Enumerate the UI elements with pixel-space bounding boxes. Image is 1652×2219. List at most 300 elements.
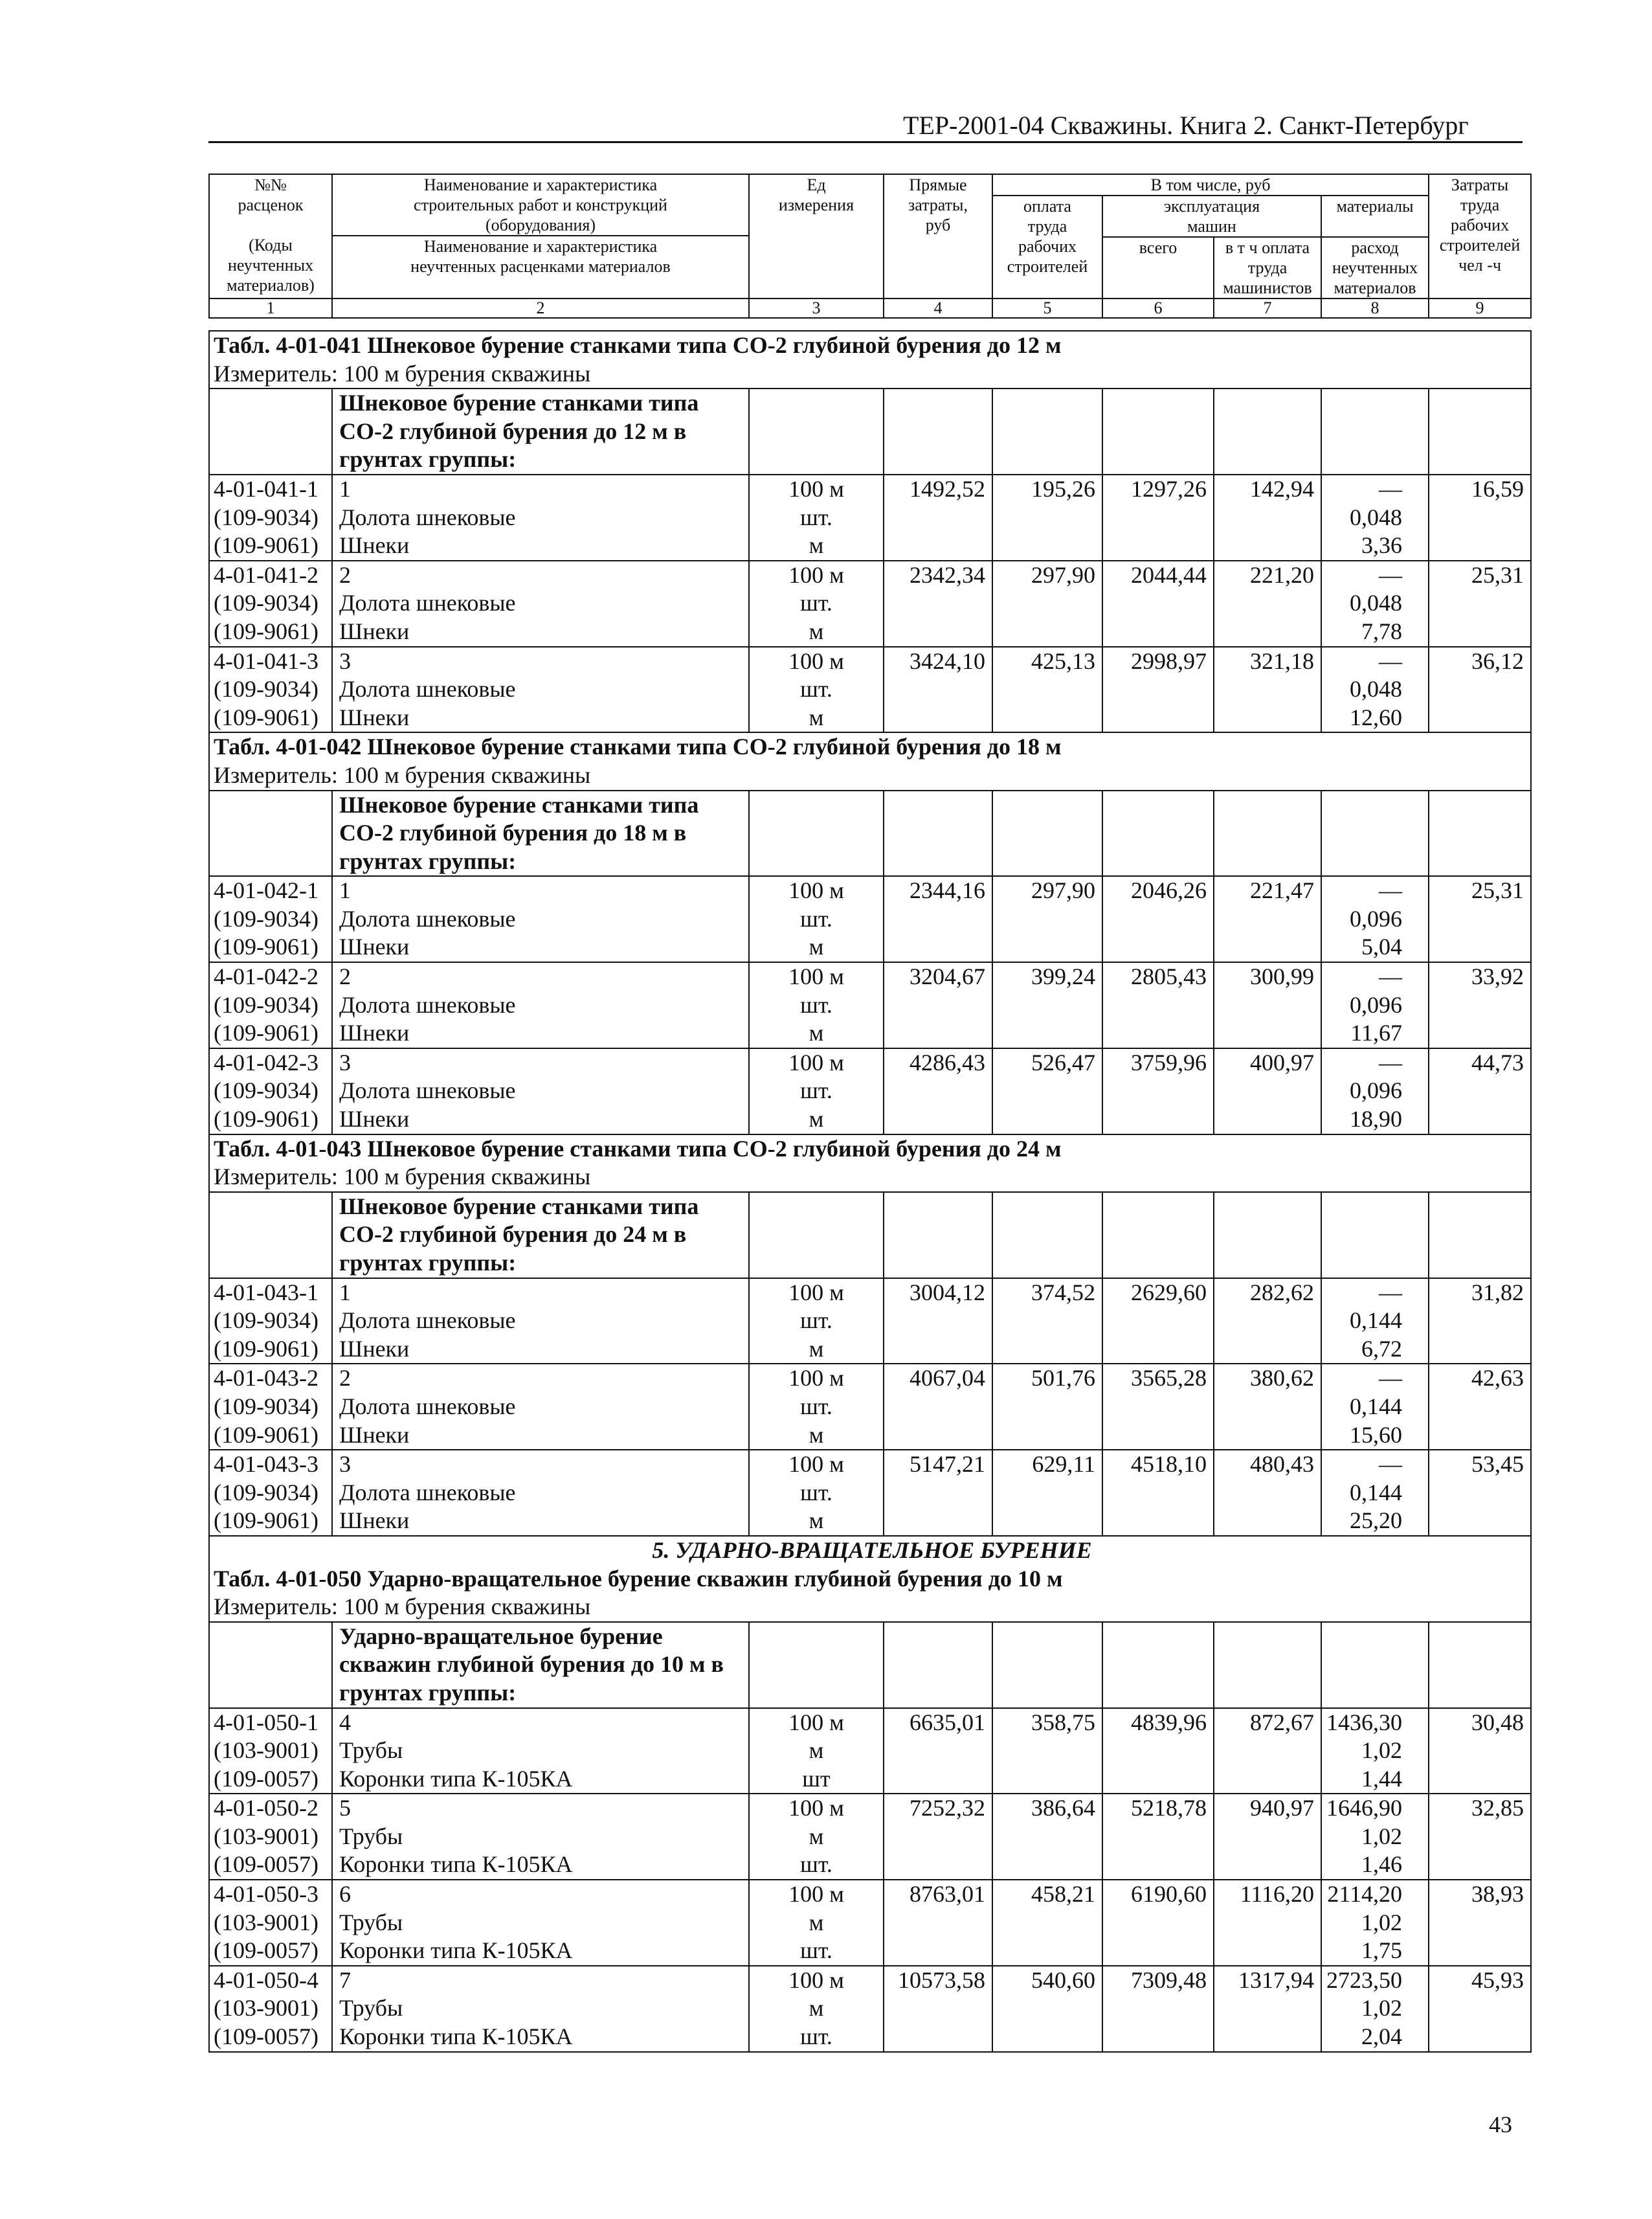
cell-code [209,1364,332,1450]
cell-code-line: (109-9061) [214,704,318,730]
cell-name-line: Трубы [339,1909,403,1935]
intro-cell [884,389,992,475]
cell-direct [884,1364,992,1450]
cell-mat-line: 1436,30 [1326,1709,1402,1735]
table-meter: Измеритель: 100 м бурения скважины [214,1594,591,1620]
cell-mat-line: 0,096 [1350,905,1402,932]
col-9-header [1429,174,1531,298]
cell-code-line: (109-9034) [214,905,318,932]
cell-mat [1321,1708,1429,1794]
cell-name [332,1364,749,1450]
cell-labor-value: 358,75 [1031,1709,1095,1735]
cell-unit-line: 100 м [788,963,844,990]
cell-labor [992,876,1102,962]
page-number: 43 [1489,2112,1512,2137]
cell-direct [884,561,992,647]
cell-direct [884,962,992,1048]
cell-mat-line: 6,72 [1361,1335,1402,1362]
cell-name-line: 7 [339,1966,351,1993]
header-rule [208,141,1523,143]
table-row [209,1880,1531,1966]
cell-unit-line: 100 м [788,1881,844,1908]
cell-unit-line: м [809,1909,824,1935]
col-4-header [884,174,992,298]
cell-hours-value: 53,45 [1471,1451,1524,1478]
cell-labor [992,1278,1102,1364]
cell-name-line: Долота шнековые [339,905,516,932]
cell-name-line: Долота шнековые [339,1393,516,1419]
cell-name-line: Коронки типа К-105КА [339,2023,573,2050]
cell-mach-labor [1214,962,1321,1048]
cell-mach-value: 3565,28 [1131,1365,1207,1391]
table-row [209,647,1531,733]
cell-mach [1102,1794,1214,1880]
cell-labor-value: 501,76 [1031,1365,1095,1391]
col-2-material-name [333,235,748,276]
intro-cell [884,1192,992,1278]
intro-cell [749,1192,884,1278]
cell-name-line: 2 [339,963,351,990]
cell-mat-line: — [1379,648,1402,674]
table-title-text: Табл. 4-01-043 Шнековое бурение станками типа СО-2 глубиной бурения до 24 м [214,1135,1062,1162]
cell-direct [884,876,992,962]
intro-cell [332,389,749,475]
cell-mach [1102,1278,1214,1364]
cell-code [209,1048,332,1134]
cell-mach-value: 1297,26 [1131,475,1207,502]
intro-cell [332,1622,749,1708]
cell-mat-line: 1,02 [1361,1737,1402,1764]
intro-row [209,389,1531,475]
cell-name [332,876,749,962]
cell-mach [1102,962,1214,1048]
intro-text-line: скважин глубиной бурения до 10 м в [339,1651,724,1678]
intro-cell [1429,1622,1531,1708]
cell-mat-line: 15,60 [1350,1421,1402,1448]
table-row [209,1708,1531,1794]
cell-unit-line: шт. [800,2023,832,2050]
cell-code [209,561,332,647]
cell-code-line: (109-9034) [214,504,318,530]
cell-unit-line: шт [802,1765,831,1792]
cell-hours [1429,1450,1531,1536]
intro-text-line: СО-2 глубиной бурения до 18 м в [339,820,687,846]
cell-mat-line: — [1379,1279,1402,1305]
cell-name-line: 2 [339,1365,351,1391]
cell-direct-value: 7252,32 [910,1795,985,1821]
cell-unit [749,647,884,733]
cell-labor-value: 425,13 [1031,648,1095,674]
cell-name [332,1450,749,1536]
cell-mach [1102,1450,1214,1536]
including-header: В том числе, руб [992,174,1429,196]
cell-name-line: Шнеки [339,1421,410,1448]
cell-name-line: 2 [339,561,351,588]
cell-hours-value: 25,31 [1471,561,1524,588]
cell-labor-value: 297,90 [1031,561,1095,588]
table-row [209,475,1531,561]
col-5-header-line: оплата [1023,197,1071,216]
cell-mach-labor-value: 1116,20 [1240,1881,1314,1908]
cell-labor-value: 399,24 [1031,963,1095,990]
intro-cell [1102,1192,1214,1278]
cell-mat-line: 2114,20 [1327,1881,1402,1908]
cell-unit-line: м [809,1995,824,2022]
cell-mat-line: 1,75 [1361,1937,1402,1964]
cell-mach [1102,1364,1214,1450]
cell-unit-line: 100 м [788,1795,844,1821]
cell-direct [884,475,992,561]
cell-name-line: Шнеки [339,1106,410,1132]
table-title [209,732,1531,790]
col-8-header-line: неучтенных [1332,258,1418,277]
cell-mach-value: 3759,96 [1131,1049,1207,1076]
cell-code-line: (109-9061) [214,1335,318,1362]
cell-unit [749,1278,884,1364]
col-num-8: 8 [1321,298,1429,318]
cell-hours-value: 44,73 [1471,1049,1524,1076]
cell-code-line: (109-9034) [214,676,318,703]
cell-name [332,1278,749,1364]
cell-unit-line: шт. [800,1307,832,1334]
cell-code-line: (109-0057) [214,1765,318,1792]
cell-direct-value: 3004,12 [910,1279,985,1305]
cell-unit-line: шт. [800,504,832,530]
intro-cell [992,791,1102,877]
intro-cell [1429,389,1531,475]
cell-code-line: (109-9034) [214,1307,318,1334]
cell-code-line: 4-01-042-1 [214,877,318,904]
cell-name-line: Долота шнековые [339,1307,516,1334]
col-5-header [992,196,1102,298]
cell-unit-line: м [809,532,824,559]
cell-mat-line: 11,67 [1350,1020,1402,1046]
cell-unit-line: 100 м [788,475,844,502]
table-meter: Измеритель: 100 м бурения скважины [214,360,591,387]
col-5-header-line: рабочих [1018,237,1077,256]
col-3-header-line: Ед [807,175,826,194]
intro-cell [1321,1622,1429,1708]
cell-mat-line: — [1379,1451,1402,1478]
cell-mach-labor [1214,1048,1321,1134]
cell-code [209,876,332,962]
cell-labor [992,1450,1102,1536]
intro-text-line: грунтах группы: [339,446,517,473]
intro-cell [884,791,992,877]
cell-unit-line: 100 м [788,648,844,674]
cell-code-line: (109-9061) [214,934,318,960]
cell-mach [1102,1048,1214,1134]
col-9-header-line: труда [1460,196,1500,214]
cell-mach-labor [1214,1364,1321,1450]
cell-mat-line: 1,02 [1361,1823,1402,1849]
cell-mat-line: 18,90 [1350,1106,1402,1132]
cell-labor-value: 195,26 [1031,475,1095,502]
cell-labor [992,1708,1102,1794]
cell-mach-labor-value: 400,97 [1250,1049,1314,1076]
intro-cell [1214,389,1321,475]
cell-name-line: Шнеки [339,532,410,559]
cell-name-line: Шнеки [339,934,410,960]
cell-code-line: 4-01-050-2 [214,1795,318,1821]
intro-text-line: грунтах группы: [339,1250,517,1276]
intro-cell [1321,389,1429,475]
cell-unit-line: м [809,618,824,644]
col-num-3: 3 [749,298,884,318]
col-9-header-line: Затраты [1451,175,1509,194]
col-num-9: 9 [1429,298,1531,318]
cell-code-line: (109-0057) [214,1851,318,1878]
machines-header-line: эксплуатация [1163,197,1260,216]
cell-unit-line: 100 м [788,561,844,588]
cell-unit-line: 100 м [788,1966,844,1993]
cell-unit [749,561,884,647]
cell-mat-line: 0,144 [1350,1479,1402,1505]
cell-name-line: 6 [339,1881,351,1908]
cell-unit-line: м [809,1020,824,1046]
cell-hours [1429,647,1531,733]
cell-unit-line: м [809,1106,824,1132]
col-7-header [1214,237,1321,298]
cell-code-line: 4-01-041-3 [214,648,318,674]
cell-mach-value: 2805,43 [1131,963,1207,990]
cell-mat-line: — [1379,1049,1402,1076]
cell-unit-line: шт. [800,1393,832,1419]
cell-code-line: (109-9034) [214,991,318,1018]
col-2-work-name [333,175,748,235]
cell-direct-value: 3204,67 [910,963,985,990]
cell-mat [1321,1364,1429,1450]
cell-mach-labor-value: 282,62 [1250,1279,1314,1305]
cell-mat-line: 2723,50 [1326,1966,1402,1993]
cell-code-line: (109-9061) [214,1020,318,1046]
intro-cell [749,1622,884,1708]
cell-mach-labor-value: 142,94 [1250,475,1314,502]
cell-mach-labor-value: 480,43 [1250,1451,1314,1478]
cell-unit-line: 100 м [788,1709,844,1735]
col-2-work-name-line: Наименование и характеристика [423,175,658,194]
cell-mach-value: 7309,48 [1131,1966,1207,1993]
cell-hours-value: 25,31 [1471,877,1524,904]
cell-mach-labor [1214,1880,1321,1966]
col-num-7: 7 [1214,298,1321,318]
col-3-header-line: измерения [778,196,854,214]
cell-mach-labor [1214,561,1321,647]
cell-mach-labor [1214,1278,1321,1364]
table-row [209,1048,1531,1134]
cell-mat-line: 0,144 [1350,1393,1402,1419]
cell-code-line: 4-01-050-4 [214,1966,318,1993]
cell-unit-line: 100 м [788,1049,844,1076]
col-5-header-line: труда [1027,217,1067,236]
cell-unit-line: шт. [800,590,832,616]
intro-cell [209,791,332,877]
cell-mach-value: 5218,78 [1131,1795,1207,1821]
cell-hours [1429,1364,1531,1450]
cell-mat-line: 1,46 [1361,1851,1402,1878]
cell-name-line: 4 [339,1709,351,1735]
cell-direct-value: 5147,21 [910,1451,985,1478]
cell-hours [1429,1708,1531,1794]
col-7-header-line: в т ч оплата [1225,238,1310,257]
cell-name-line: 3 [339,1451,351,1478]
intro-cell [749,791,884,877]
intro-cell [884,1622,992,1708]
col-num-5: 5 [992,298,1102,318]
cell-unit-line: 100 м [788,1365,844,1391]
cell-code-line: (109-9061) [214,1507,318,1534]
cell-labor-value: 386,64 [1031,1795,1095,1821]
intro-cell [1429,791,1531,877]
cell-unit [749,1966,884,2052]
cell-mat-line: 1646,90 [1326,1795,1402,1821]
cell-name-line: 1 [339,475,351,502]
cell-labor [992,1880,1102,1966]
cell-code-line: (109-9061) [214,618,318,644]
price-table [208,330,1532,2053]
col-4-header-line: затраты, [908,196,968,214]
cell-mat-line: — [1379,963,1402,990]
cell-mat-line: 0,048 [1350,504,1402,530]
col-4-header-line: Прямые [909,175,967,194]
cell-code-line: (109-9034) [214,590,318,616]
intro-cell [1214,1192,1321,1278]
col-2-material-name-line: неучтенных расценками материалов [410,257,671,276]
cell-mach-labor [1214,1794,1321,1880]
cell-name-line: Шнеки [339,1507,410,1534]
cell-mach-labor-value: 940,97 [1250,1795,1314,1821]
cell-unit-line: 100 м [788,1279,844,1305]
cell-name [332,475,749,561]
cell-code-line: 4-01-041-1 [214,475,318,502]
cell-unit-line: м [809,704,824,730]
cell-mach-labor-value: 321,18 [1250,648,1314,674]
cell-name-line: Шнеки [339,1020,410,1046]
cell-code-line: 4-01-042-2 [214,963,318,990]
cell-code-line: 4-01-043-3 [214,1451,318,1478]
cell-mat-line: — [1379,475,1402,502]
cell-code [209,475,332,561]
cell-labor-value: 629,11 [1032,1451,1095,1478]
table-row [209,561,1531,647]
cell-hours-value: 45,93 [1471,1966,1524,1993]
cell-hours [1429,1966,1531,2052]
cell-name-line: Долота шнековые [339,1479,516,1505]
table-row [209,1966,1531,2052]
cell-hours [1429,1048,1531,1134]
cell-unit-line: м [809,1737,824,1764]
cell-direct-value: 2342,34 [910,561,985,588]
cell-mat-line: 0,048 [1350,676,1402,703]
cell-labor-value: 526,47 [1031,1049,1095,1076]
cell-hours-value: 32,85 [1471,1795,1524,1821]
cell-unit-line: шт. [800,1851,832,1878]
cell-labor [992,475,1102,561]
cell-mat-line: — [1379,1365,1402,1391]
cell-hours [1429,1880,1531,1966]
cell-code [209,1708,332,1794]
intro-row [209,791,1531,877]
cell-name-line: 1 [339,877,351,904]
col-9-header-line: рабочих [1451,216,1510,234]
cell-direct [884,1450,992,1536]
cell-direct-value: 10573,58 [898,1966,985,1993]
cell-hours [1429,1278,1531,1364]
cell-name [332,1966,749,2052]
cell-direct-value: 4067,04 [910,1365,985,1391]
cell-unit [749,475,884,561]
table-title [209,1565,1531,1622]
cell-name-line: Долота шнековые [339,504,516,530]
table-title-text: Табл. 4-01-042 Шнековое бурение станками типа СО-2 глубиной бурения до 18 м [214,734,1062,760]
cell-mat-line: 1,02 [1361,1995,1402,2022]
cell-mat [1321,962,1429,1048]
intro-text-line: Шнековое бурение станками типа [339,390,699,416]
cell-hours-value: 30,48 [1471,1709,1524,1735]
cell-code-line: 4-01-042-3 [214,1049,318,1076]
cell-hours-value: 42,63 [1471,1365,1524,1391]
intro-cell [1321,1192,1429,1278]
col-1-header-line: №№ [254,175,287,194]
cell-name-line: Коронки типа К-105КА [339,1765,573,1792]
column-header-table [208,174,1532,319]
materials-header: материалы [1321,196,1429,237]
cell-code-line: (109-9034) [214,1393,318,1419]
table-meter: Измеритель: 100 м бурения скважины [214,1164,591,1190]
intro-cell [1102,791,1214,877]
col-1-header-line [210,215,331,235]
cell-mach-value: 6190,60 [1131,1881,1207,1908]
cell-mach [1102,1880,1214,1966]
cell-labor [992,962,1102,1048]
cell-unit-line: м [809,1507,824,1534]
cell-hours [1429,876,1531,962]
cell-unit [749,876,884,962]
intro-row [209,1192,1531,1278]
cell-hours [1429,962,1531,1048]
cell-name [332,1794,749,1880]
cell-mat-line: 5,04 [1361,934,1402,960]
col-7-header-line: машинистов [1223,278,1312,297]
col-2-material-name-line: Наименование и характеристика [423,237,658,256]
cell-name [332,1708,749,1794]
col-8-header-line: расход [1351,238,1399,257]
col-1-header [209,174,332,298]
cell-name-line: 3 [339,1049,351,1076]
col-9-header-line: чел -ч [1458,256,1501,275]
cell-mach-labor [1214,1708,1321,1794]
cell-mat-line: 25,20 [1350,1507,1402,1534]
section-heading: 5. УДАРНО-ВРАЩАТЕЛЬНОЕ БУРЕНИЕ [209,1536,1531,1565]
cell-code-line: (109-0057) [214,2023,318,2050]
table-row [209,1794,1531,1880]
cell-name [332,647,749,733]
cell-mach-value: 2044,44 [1131,561,1207,588]
intro-text-line: Ударно-вращательное бурение [339,1623,663,1649]
cell-unit [749,962,884,1048]
cell-direct [884,1708,992,1794]
cell-hours-value: 31,82 [1471,1279,1524,1305]
cell-labor [992,1794,1102,1880]
cell-unit [749,1880,884,1966]
cell-name-line: Коронки типа К-105КА [339,1851,573,1878]
col-8-header-line: материалов [1334,278,1416,297]
cell-code [209,647,332,733]
intro-cell [332,791,749,877]
col-3-header [749,174,884,298]
cell-mat-line: 1,02 [1361,1909,1402,1935]
cell-code-line: (103-9001) [214,1995,318,2022]
